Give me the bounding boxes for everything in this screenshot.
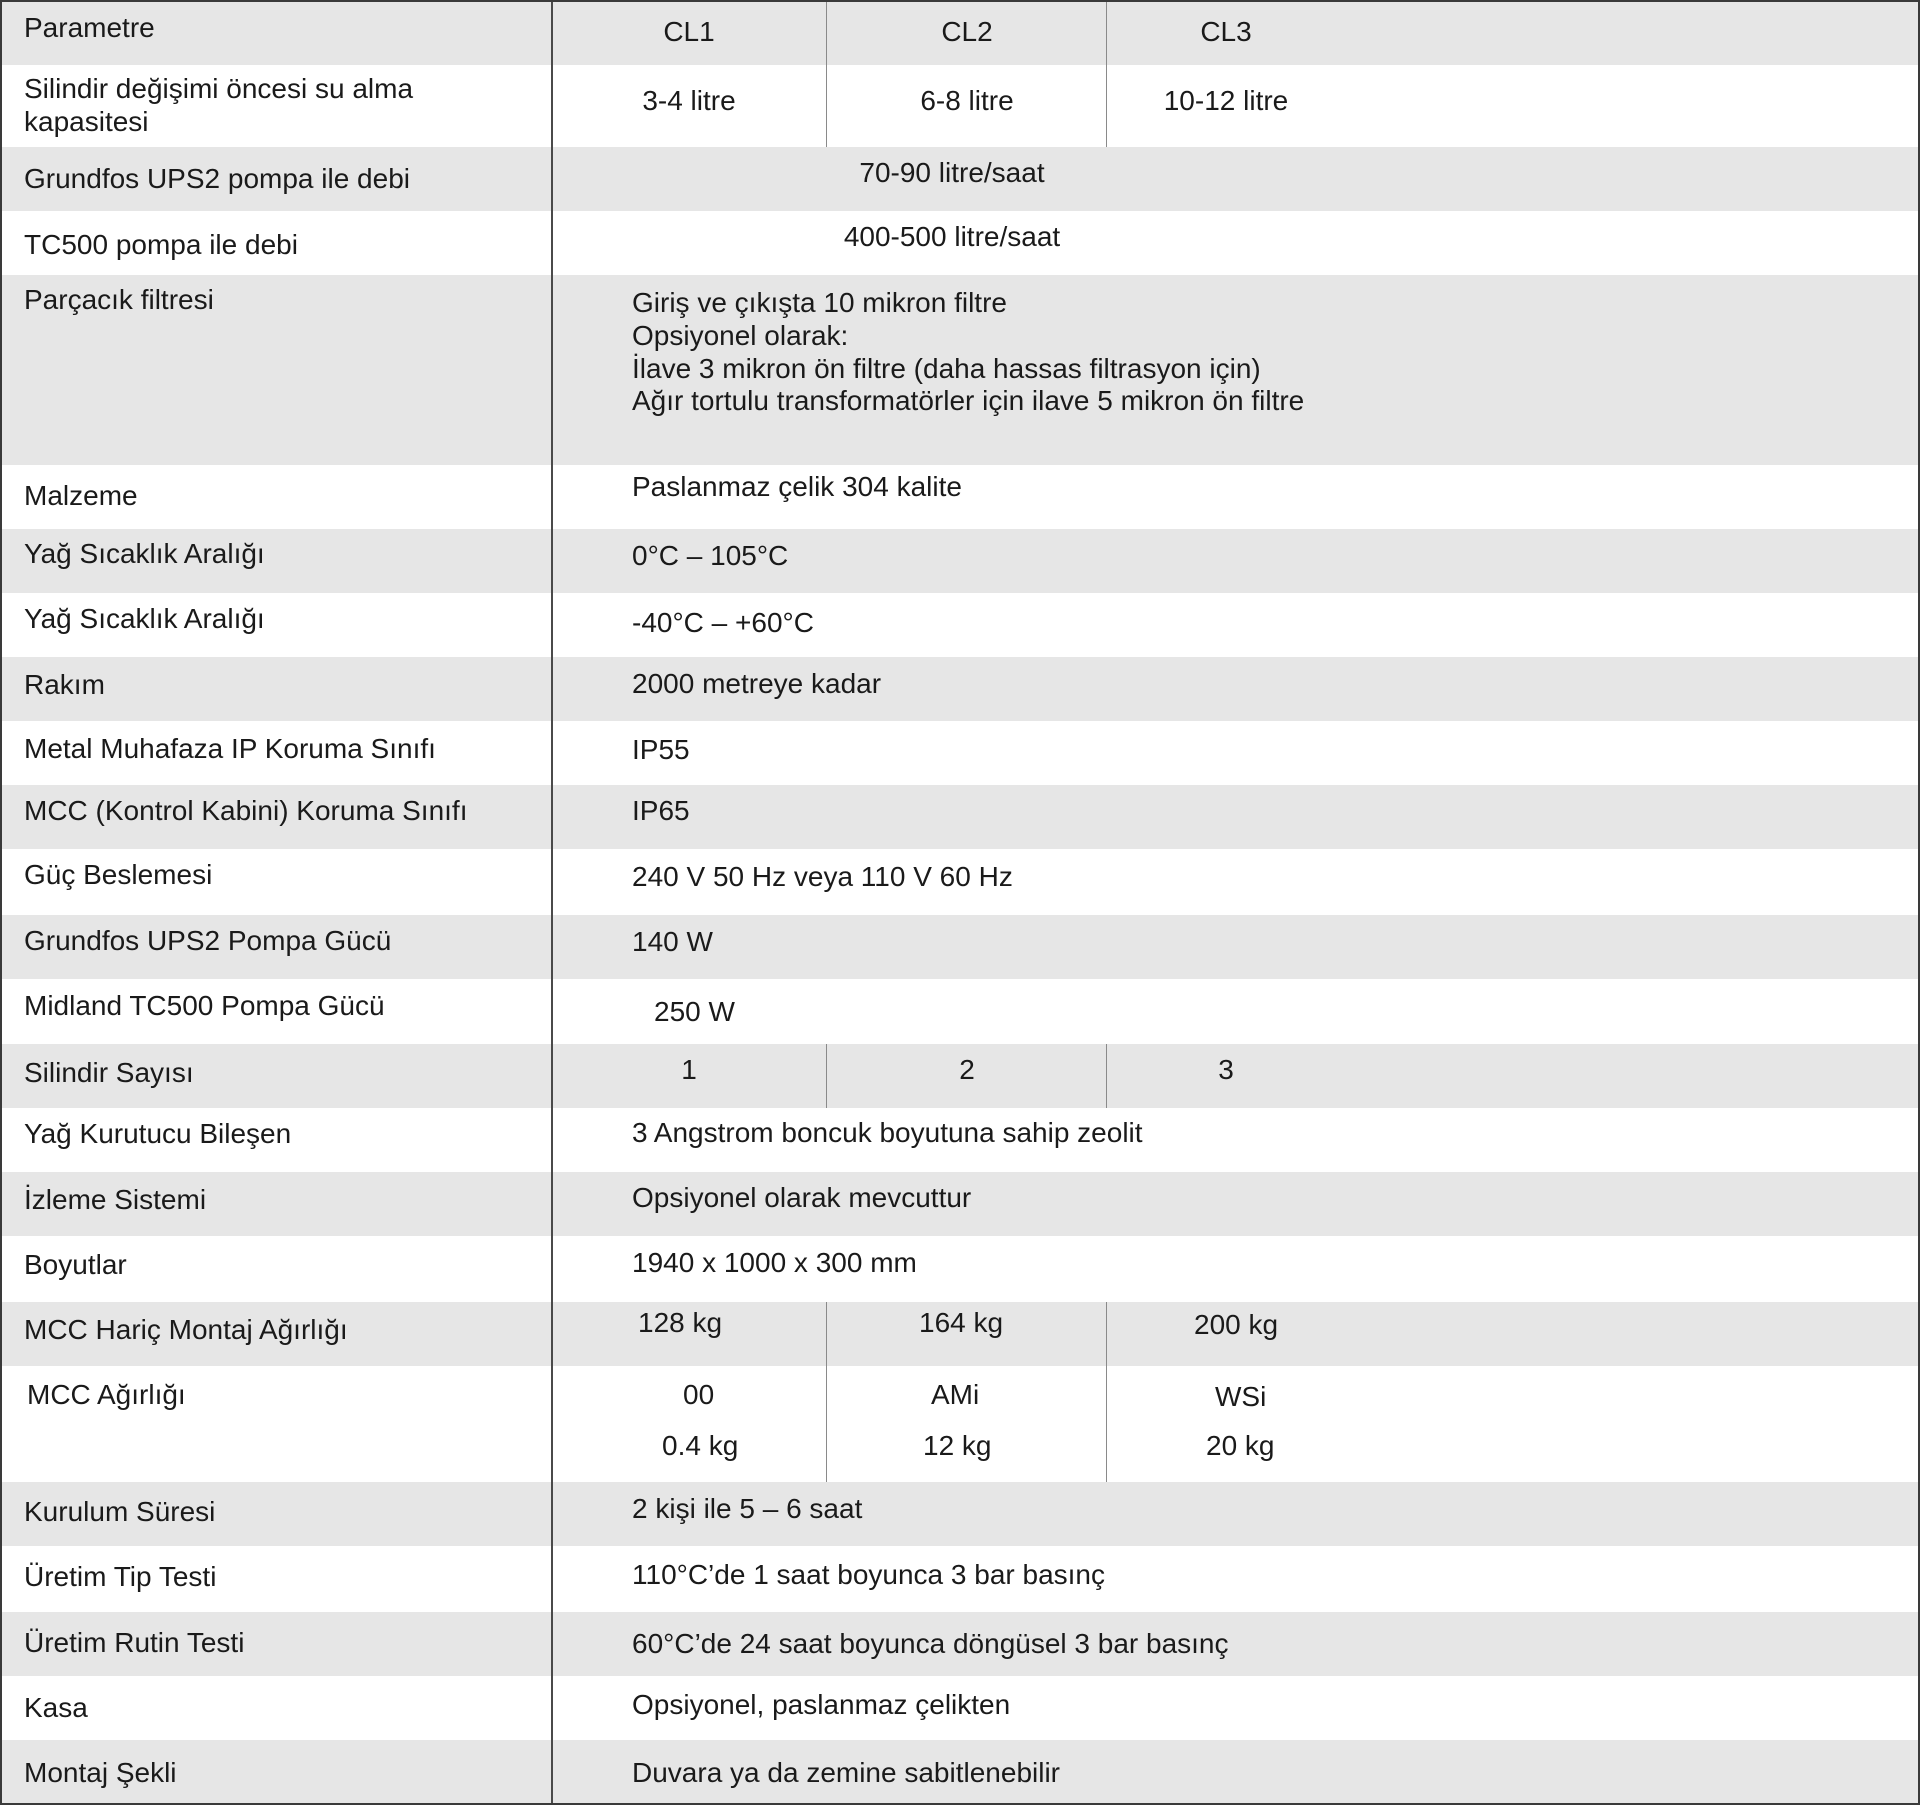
- row-install-time: [2, 1482, 1918, 1546]
- sub-divider: [1106, 1044, 1107, 1108]
- capacity-cl1: 3-4 litre: [642, 85, 736, 116]
- mcc-weight-label: MCC Ağırlığı: [27, 1379, 186, 1410]
- header-parameter: Parametre: [24, 12, 155, 43]
- mcc-weight-cl2-bottom: 12 kg: [923, 1430, 992, 1461]
- dryer-value: 3 Angstrom boncuk boyutuna sahip zeolit: [632, 1117, 1143, 1148]
- grundfos-flow-value: 70-90 litre/saat: [859, 157, 1045, 188]
- particle-filter-line-3: İlave 3 mikron ön filtre (daha hassas filtrasyon için): [632, 353, 1261, 384]
- particle-filter-line-4: Ağır tortulu transformatörler için ilave 5 mikron ön filtre: [632, 385, 1305, 416]
- mount-weight-cl2: 164 kg: [919, 1307, 1004, 1338]
- midland-power-label: Midland TC500 Pompa Gücü: [24, 990, 385, 1021]
- dryer-label: Yağ Kurutucu Bileşen: [24, 1118, 292, 1149]
- oil-temp-1-value: 0°C – 105°C: [632, 540, 789, 571]
- dimensions-value: 1940 x 1000 x 300 mm: [632, 1247, 917, 1278]
- capacity-cl2: 6-8 litre: [920, 85, 1014, 116]
- mounting-label: Montaj Şekli: [24, 1757, 177, 1788]
- routine-test-value: 60°C’de 24 saat boyunca döngüsel 3 bar basınç: [632, 1628, 1229, 1659]
- oil-temp-2-label: Yağ Sıcaklık Aralığı: [24, 603, 265, 634]
- mcc-weight-cl3-top: WSi: [1215, 1381, 1267, 1412]
- midland-power-value: 250 W: [654, 996, 735, 1027]
- row-dimensions: [2, 1236, 1918, 1302]
- cylinders-cl3: 3: [1218, 1054, 1234, 1085]
- material-value: Paslanmaz çelik 304 kalite: [632, 471, 962, 502]
- sub-divider: [826, 1044, 827, 1108]
- altitude-label: Rakım: [24, 669, 105, 700]
- metal-ip-label: Metal Muhafaza IP Koruma Sınıfı: [24, 733, 436, 764]
- metal-ip-value: IP55: [632, 734, 690, 765]
- grundfos-flow-label: Grundfos UPS2 pompa ile debi: [24, 163, 410, 194]
- sub-divider: [1106, 2, 1107, 147]
- cylinders-label: Silindir Sayısı: [24, 1057, 194, 1088]
- mcc-weight-cl1-bottom: 0.4 kg: [662, 1430, 739, 1461]
- cylinders-cl1: 1: [681, 1054, 697, 1085]
- tc500-flow-value: 400-500 litre/saat: [843, 221, 1061, 252]
- row-altitude: [2, 657, 1918, 721]
- column-divider: [551, 2, 553, 1803]
- header-cl2: CL2: [941, 16, 993, 47]
- header-cl1: CL1: [663, 16, 715, 47]
- row-oil-temp-1: [2, 529, 1918, 593]
- mcc-ip-value: IP65: [632, 795, 690, 826]
- capacity-label-2: kapasitesi: [24, 106, 149, 137]
- mount-weight-cl3: 200 kg: [1194, 1309, 1279, 1340]
- monitoring-value: Opsiyonel olarak mevcuttur: [632, 1182, 972, 1213]
- install-time-value: 2 kişi ile 5 – 6 saat: [632, 1493, 863, 1524]
- type-test-value: 110°C’de 1 saat boyunca 3 bar basınç: [632, 1559, 1105, 1590]
- mount-weight-label: MCC Hariç Montaj Ağırlığı: [24, 1314, 348, 1345]
- sub-divider: [1106, 1302, 1107, 1482]
- material-label: Malzeme: [24, 480, 138, 511]
- row-oil-temp-2: [2, 593, 1918, 657]
- case-value: Opsiyonel, paslanmaz çelikten: [632, 1689, 1011, 1720]
- oil-temp-1-label: Yağ Sıcaklık Aralığı: [24, 538, 265, 569]
- particle-filter-line-1: Giriş ve çıkışta 10 mikron filtre: [632, 287, 1007, 318]
- altitude-value: 2000 metreye kadar: [632, 668, 882, 699]
- tc500-flow-label: TC500 pompa ile debi: [24, 229, 298, 260]
- capacity-cl3: 10-12 litre: [1163, 85, 1289, 116]
- grundfos-power-value: 140 W: [632, 926, 713, 957]
- grundfos-power-label: Grundfos UPS2 Pompa Gücü: [24, 925, 392, 956]
- particle-filter-label: Parçacık filtresi: [24, 284, 214, 315]
- mcc-weight-cl1-top: 00: [683, 1379, 715, 1410]
- power-supply-label: Güç Beslemesi: [24, 859, 213, 890]
- case-label: Kasa: [24, 1692, 88, 1723]
- capacity-label: Silindir değişimi öncesi su alma: [24, 73, 414, 104]
- sub-divider: [826, 2, 827, 147]
- mcc-weight-cl2-top: AMi: [931, 1379, 980, 1410]
- type-test-label: Üretim Tip Testi: [24, 1561, 217, 1592]
- power-supply-value: 240 V 50 Hz veya 110 V 60 Hz: [632, 861, 1013, 892]
- header-cl3: CL3: [1200, 16, 1252, 47]
- sub-divider: [826, 1302, 827, 1482]
- install-time-label: Kurulum Süresi: [24, 1496, 216, 1527]
- routine-test-label: Üretim Rutin Testi: [24, 1627, 245, 1658]
- particle-filter-line-2: Opsiyonel olarak:: [632, 320, 849, 351]
- mount-weight-cl1: 128 kg: [638, 1307, 723, 1338]
- monitoring-label: İzleme Sistemi: [24, 1184, 207, 1215]
- mounting-value: Duvara ya da zemine sabitlenebilir: [632, 1757, 1060, 1788]
- oil-temp-2-value: -40°C – +60°C: [632, 607, 814, 638]
- mcc-ip-label: MCC (Kontrol Kabini) Koruma Sınıfı: [24, 795, 468, 826]
- cylinders-cl2: 2: [959, 1054, 975, 1085]
- dimensions-label: Boyutlar: [24, 1249, 127, 1280]
- mcc-weight-cl3-bottom: 20 kg: [1206, 1430, 1275, 1461]
